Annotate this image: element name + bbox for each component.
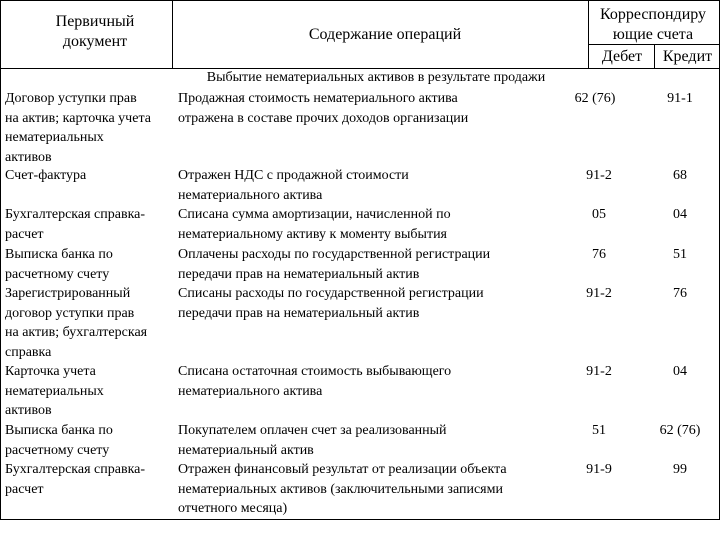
- row-1-credit: 91-1: [667, 91, 693, 106]
- row-7-debit: 51: [592, 423, 606, 438]
- row-5-debit: 91-2: [586, 286, 612, 301]
- row-2-operation: Отражен НДС с продажной стоимости нематериального актива: [178, 168, 409, 203]
- row-5-credit: 76: [673, 286, 687, 301]
- border-top: [0, 0, 720, 1]
- row-1-debit: 62 (76): [574, 91, 616, 106]
- row-8-document: Бухгалтерская справка- расчет: [5, 462, 146, 497]
- row-8-debit: 91-9: [586, 462, 612, 477]
- row-8-operation: Отражен финансовый результат от реализации объекта нематериальных активов (заключительными записями отчетного месяца): [178, 462, 507, 517]
- header-corr-accounts: Корреспондиру ющие счета: [599, 6, 707, 43]
- row-4-debit: 76: [592, 247, 606, 262]
- row-4-credit: 51: [673, 247, 687, 262]
- row-1-document: Договор уступки прав на актив; карточка учета нематериальных активов: [5, 91, 151, 165]
- row-6-debit: 91-2: [586, 364, 612, 379]
- row-8-credit: 99: [673, 462, 687, 477]
- row-6-document: Карточка учета нематериальных активов: [5, 364, 104, 419]
- row-7-credit: 62 (76): [659, 423, 701, 438]
- row-3-credit: 04: [673, 207, 687, 222]
- header-credit: Кредит: [662, 48, 713, 65]
- header-document: Первичный документ: [55, 13, 135, 50]
- header-debit: Дебет: [601, 48, 643, 65]
- row-5-operation: Списаны расходы по государственной регистрации передачи прав на нематериальный актив: [178, 286, 484, 321]
- row-6-credit: 04: [673, 364, 687, 379]
- row-7-operation: Покупателем оплачен счет за реализованный нематериальный актив: [178, 423, 447, 458]
- col-divider-1: [172, 0, 173, 69]
- row-5-document: Зарегистрированный договор уступки прав на актив; бухгалтерская справка: [5, 286, 148, 360]
- row-2-document: Счет-фактура: [5, 168, 87, 183]
- border-left: [0, 0, 1, 520]
- row-2-credit: 68: [673, 168, 687, 183]
- row-6-operation: Списана остаточная стоимость выбывающего нематериального актива: [178, 364, 452, 399]
- section-title: Выбытие нематериальных активов в результате продажи: [206, 70, 546, 85]
- row-3-operation: Списана сумма амортизации, начисленной по нематериальному активу к моменту выбытия: [178, 207, 451, 242]
- border-bottom: [0, 519, 720, 520]
- row-1-operation: Продажная стоимость нематериального актива отражена в составе прочих доходов организации: [178, 91, 469, 126]
- row-7-document: Выписка банка по расчетному счету: [5, 423, 113, 458]
- row-2-debit: 91-2: [586, 168, 612, 183]
- header-content: Содержание операций: [308, 26, 462, 43]
- row-4-operation: Оплачены расходы по государственной регистрации передачи прав на нематериальный актив: [178, 247, 491, 282]
- row-4-document: Выписка банка по расчетному счету: [5, 247, 113, 282]
- row-3-debit: 05: [592, 207, 606, 222]
- row-3-document: Бухгалтерская справка- расчет: [5, 207, 146, 242]
